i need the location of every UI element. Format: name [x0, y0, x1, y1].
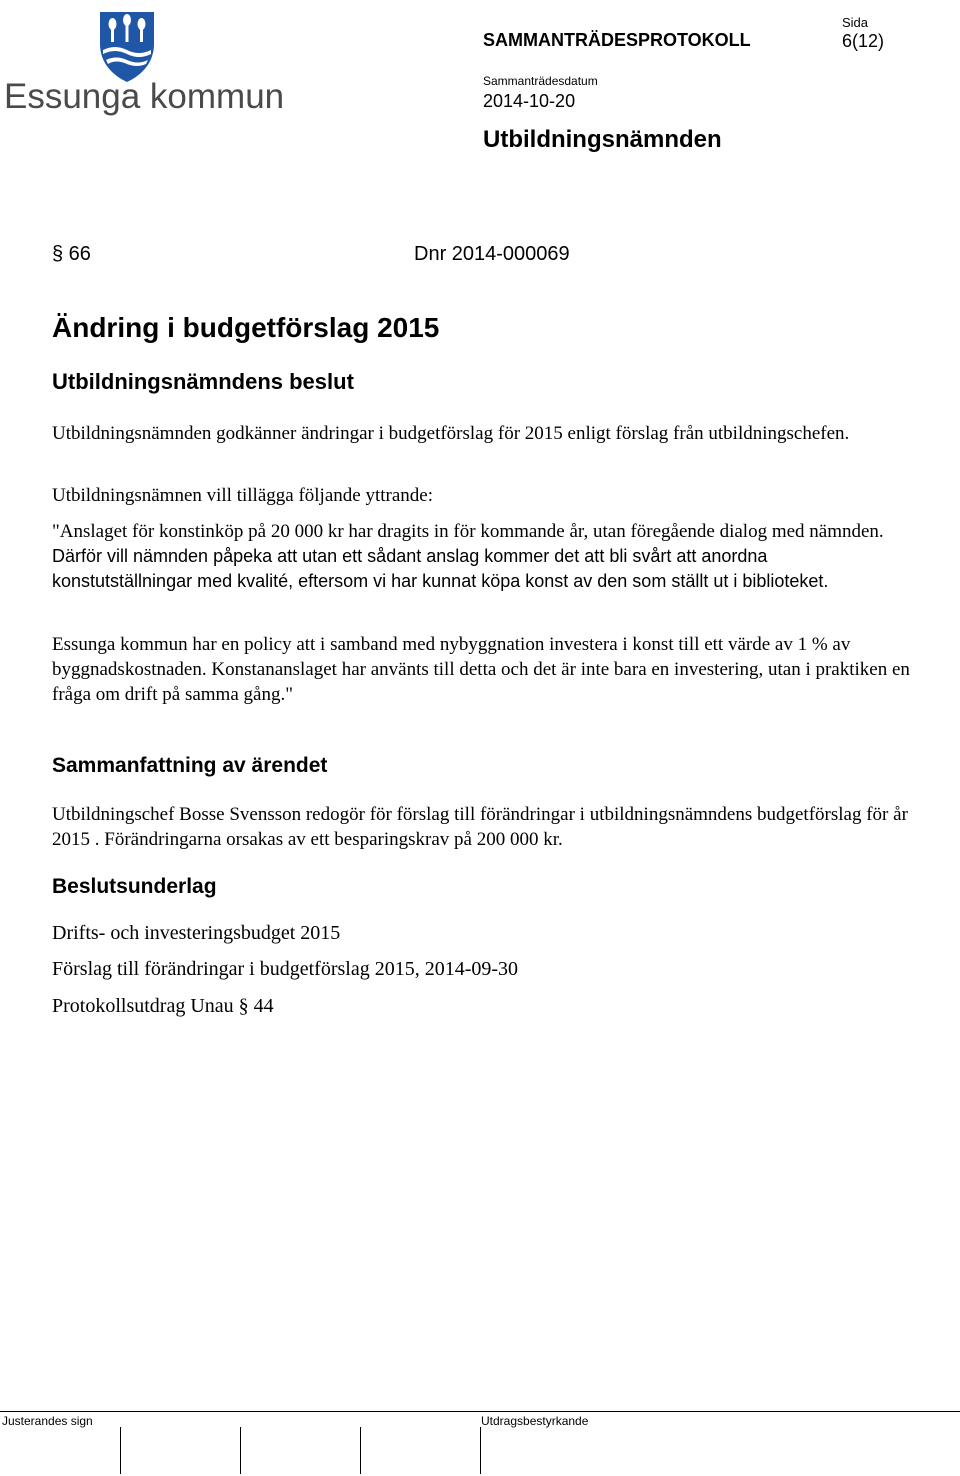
quote-part-serif: "Anslaget för konstinköp på 20 000 kr har dragits in för kommande år, utan föregående dialog med nämnden. — [52, 521, 884, 542]
decision-heading: Utbildningsnämndens beslut — [52, 369, 354, 394]
statement-policy: Essunga kommun har en policy att i samband med nybyggnation investera i konst till ett värde av 1 % av byggnadskostnaden. Konstananslaget har använts till detta och det är inte bara en investering, utan i praktiken en fråga om drift på samma gång." — [52, 634, 910, 705]
item-title: Ändring i budgetförslag 2015 — [52, 312, 440, 343]
protocol-title: SAMMANTRÄDESPROTOKOLL — [483, 30, 751, 50]
basis-item: Förslag till förändringar i budgetförslag 2015, 2014-09-30 — [52, 958, 519, 980]
summary-text: Utbildningschef Bosse Svensson redogör för förslag till förändringar i utbildningsnämndens budgetförslag för år 2015 . Förändringarna orsakas av ett besparingskrav på 200 000 kr. — [52, 804, 908, 850]
section-number: § 66 — [52, 243, 91, 265]
extract-certification-label: Utdragsbestyrkande — [481, 1414, 589, 1428]
footer-divider — [0, 1411, 960, 1412]
basis-item: Protokollsutdrag Unau § 44 — [52, 995, 274, 1017]
meeting-date-label: Sammanträdesdatum — [483, 74, 598, 88]
decision-paragraph: Utbildningsnämnden godkänner ändringar i budgetförslag för 2015 enligt förslag från utbildningschefen. — [52, 423, 850, 444]
board-name: Utbildningsnämnden — [483, 126, 722, 153]
signature-box-divider — [360, 1427, 361, 1474]
basis-heading: Beslutsunderlag — [52, 875, 217, 898]
quote-part-sans: Därför vill nämnden påpeka att utan ett sådant anslag kommer det att bli svårt att anordna konstutställningar med kvalité, eftersom vi har kunnat köpa konst av den som ställt ut i biblioteket. — [52, 546, 829, 591]
statement-quote — [52, 519, 912, 594]
statement-intro: Utbildningsnämnen vill tillägga följande yttrande: — [52, 485, 433, 506]
summary-heading: Sammanfattning av ärendet — [52, 754, 328, 777]
adjuster-signature-label: Justerandes sign — [2, 1414, 93, 1428]
signature-box-divider — [480, 1427, 481, 1474]
page-label: Sida — [842, 15, 869, 30]
basis-item: Drifts- och investeringsbudget 2015 — [52, 922, 341, 944]
page-number: 6(12) — [842, 31, 885, 51]
essunga-kommun-logo — [0, 4, 285, 116]
signature-box-divider — [240, 1427, 241, 1474]
meeting-date: 2014-10-20 — [483, 91, 576, 111]
svg-text:Essunga kommun: Essunga kommun — [4, 77, 285, 116]
signature-box-divider — [120, 1427, 121, 1474]
diary-number: Dnr 2014-000069 — [414, 243, 570, 265]
